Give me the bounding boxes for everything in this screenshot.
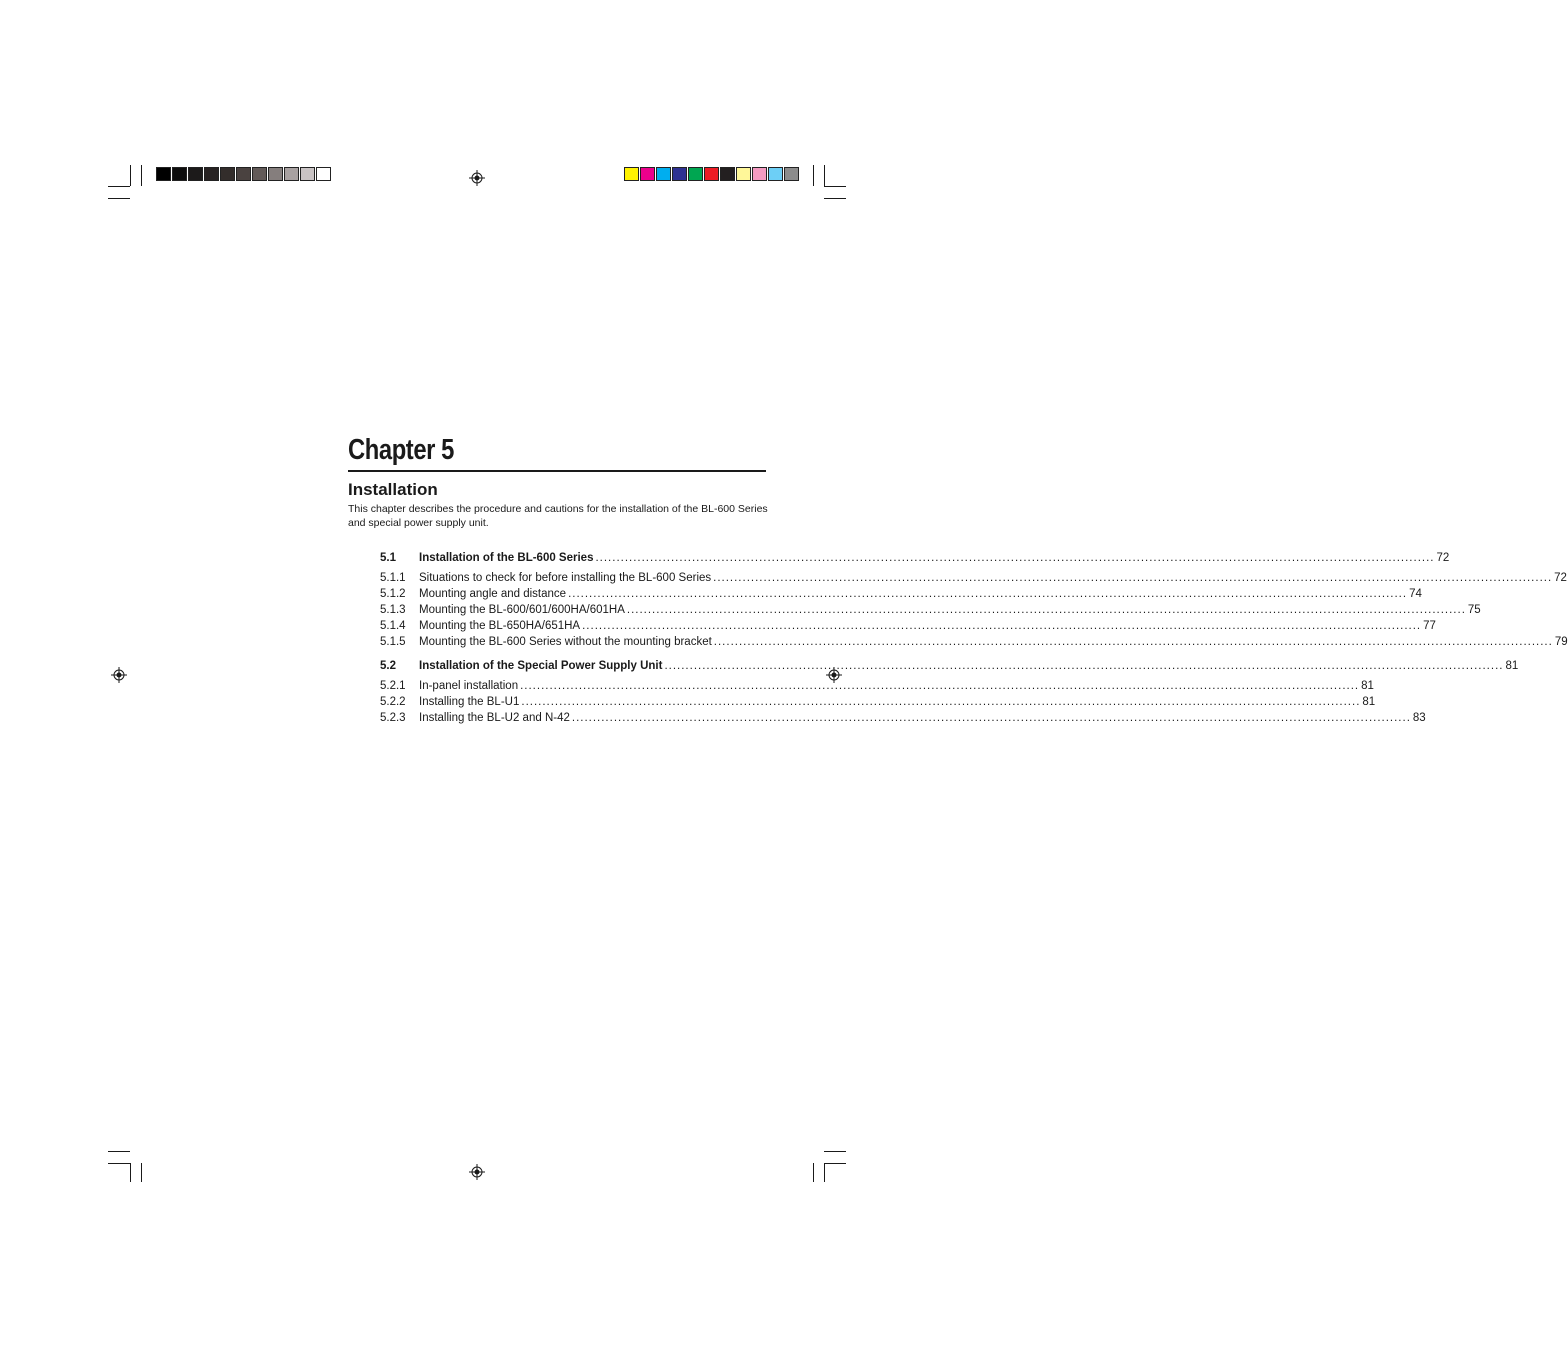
registration-mark-icon: [469, 170, 485, 186]
toc-entry-page: 77: [1423, 620, 1436, 632]
gray-swatch: [300, 167, 315, 181]
color-swatch: [704, 167, 719, 181]
toc-leader-dots: ........................................................................................................................................................................................................: [595, 552, 1435, 564]
toc-entry[interactable]: [380, 636, 1568, 652]
crop-mark: [108, 1163, 130, 1164]
toc-entry-page: 83: [1412, 712, 1426, 724]
toc-entry-title: Situations to check for before installing the BL-600 Series: [419, 572, 712, 584]
registration-mark-icon: [111, 667, 127, 683]
color-swatch: [624, 167, 639, 181]
toc-entry-title: Installing the BL-U2 and N-42: [419, 712, 570, 724]
toc-entry-page: 74: [1409, 588, 1422, 600]
toc-entry-page: 72: [1436, 552, 1450, 564]
toc-leader-dots: ........................................................................................................................................................................................................: [571, 712, 1411, 724]
color-swatch: [784, 167, 799, 181]
registration-mark-icon: [469, 1164, 485, 1180]
gray-swatch: [252, 167, 267, 181]
gray-swatch: [268, 167, 283, 181]
toc-entry-page: 81: [1505, 660, 1519, 672]
crop-mark: [141, 165, 142, 186]
crop-mark: [108, 1151, 130, 1152]
toc-entry-title: In-panel installation: [419, 680, 519, 692]
toc-leader-dots: ........................................................................................................................................................................................................: [664, 660, 1504, 672]
crop-mark: [824, 186, 846, 187]
color-swatch: [736, 167, 751, 181]
toc-entry[interactable]: [380, 660, 1519, 676]
crop-mark: [108, 198, 130, 199]
toc-leader-dots: ........................................................................................................................................................................................................: [582, 620, 1422, 632]
toc-leader-dots: ........................................................................................................................................................................................................: [520, 680, 1360, 692]
toc-entry-number: 5.1.1: [380, 572, 406, 584]
toc-entry-title: Installation of the BL-600 Series: [419, 552, 594, 564]
toc-entry-page: 81: [1362, 696, 1376, 708]
toc-entry-number: 5.2: [380, 660, 396, 672]
toc-entry-number: 5.2.3: [380, 712, 406, 724]
crop-mark: [824, 1151, 846, 1152]
toc-leader-dots: ........................................................................................................................................................................................................: [713, 572, 1553, 584]
toc-entry[interactable]: [380, 696, 1376, 712]
toc-entry-number: 5.1.2: [380, 588, 406, 600]
chapter-intro: This chapter describes the procedure and cautions for the installation of the BL-600 Series and special power supply unit.: [348, 503, 768, 529]
toc-entry-number: 5.1.3: [380, 604, 406, 616]
toc-entry[interactable]: [380, 604, 1481, 620]
color-swatch: [720, 167, 735, 181]
toc-entry[interactable]: [380, 712, 1426, 728]
toc-entry[interactable]: [380, 588, 1422, 604]
gray-swatch: [156, 167, 171, 181]
crop-mark: [130, 1163, 131, 1182]
crop-mark: [108, 186, 130, 187]
toc-entry-page: 79: [1554, 636, 1568, 648]
color-swatch: [768, 167, 783, 181]
toc-entry-number: 5.1.4: [380, 620, 406, 632]
toc-entry-title: Mounting the BL-600/601/600HA/601HA: [419, 604, 625, 616]
toc-entry[interactable]: [380, 680, 1374, 696]
toc-entry[interactable]: [380, 552, 1450, 568]
toc-entry-title: Installation of the Special Power Supply Unit: [419, 660, 663, 672]
gray-swatch: [204, 167, 219, 181]
toc-entry[interactable]: [380, 620, 1436, 636]
toc-entry-number: 5.1: [380, 552, 396, 564]
toc-entry-page: 81: [1361, 680, 1374, 692]
toc-entry[interactable]: [380, 572, 1567, 588]
color-swatch: [688, 167, 703, 181]
color-swatch: [640, 167, 655, 181]
toc-entry-title: Mounting angle and distance: [419, 588, 567, 600]
color-swatch: [656, 167, 671, 181]
gray-swatch: [172, 167, 187, 181]
gray-swatch: [236, 167, 251, 181]
color-swatch: [672, 167, 687, 181]
crop-mark: [813, 1163, 814, 1182]
toc-leader-dots: ........................................................................................................................................................................................................: [713, 636, 1553, 648]
toc-entry-title: Mounting the BL-600 Series without the mounting bracket: [419, 636, 712, 648]
crop-mark: [141, 1163, 142, 1182]
toc-entry-title: Installing the BL-U1: [419, 696, 520, 708]
heading-rule: [348, 470, 766, 472]
crop-mark: [824, 1163, 846, 1164]
crop-mark: [130, 165, 131, 186]
toc-entry-title: Mounting the BL-650HA/651HA: [419, 620, 581, 632]
toc-entry-page: 72: [1554, 572, 1567, 584]
color-swatch: [752, 167, 767, 181]
toc-leader-dots: ........................................................................................................................................................................................................: [626, 604, 1466, 616]
toc-leader-dots: ........................................................................................................................................................................................................: [568, 588, 1408, 600]
gray-swatch: [188, 167, 203, 181]
gray-swatch: [316, 167, 331, 181]
crop-mark: [824, 1163, 825, 1182]
grayscale-color-bar: [156, 167, 332, 181]
section-title: Installation: [348, 480, 438, 499]
toc-entry-page: 75: [1467, 604, 1481, 616]
toc-entry-number: 5.2.1: [380, 680, 406, 692]
crop-mark: [813, 165, 814, 186]
process-color-bar: [624, 167, 800, 181]
toc-entry-number: 5.1.5: [380, 636, 406, 648]
chapter-title: Chapter 5: [348, 434, 454, 466]
crop-mark: [824, 198, 846, 199]
toc-leader-dots: ........................................................................................................................................................................................................: [521, 696, 1361, 708]
gray-swatch: [220, 167, 235, 181]
crop-mark: [824, 165, 825, 186]
toc-entry-number: 5.2.2: [380, 696, 406, 708]
gray-swatch: [284, 167, 299, 181]
